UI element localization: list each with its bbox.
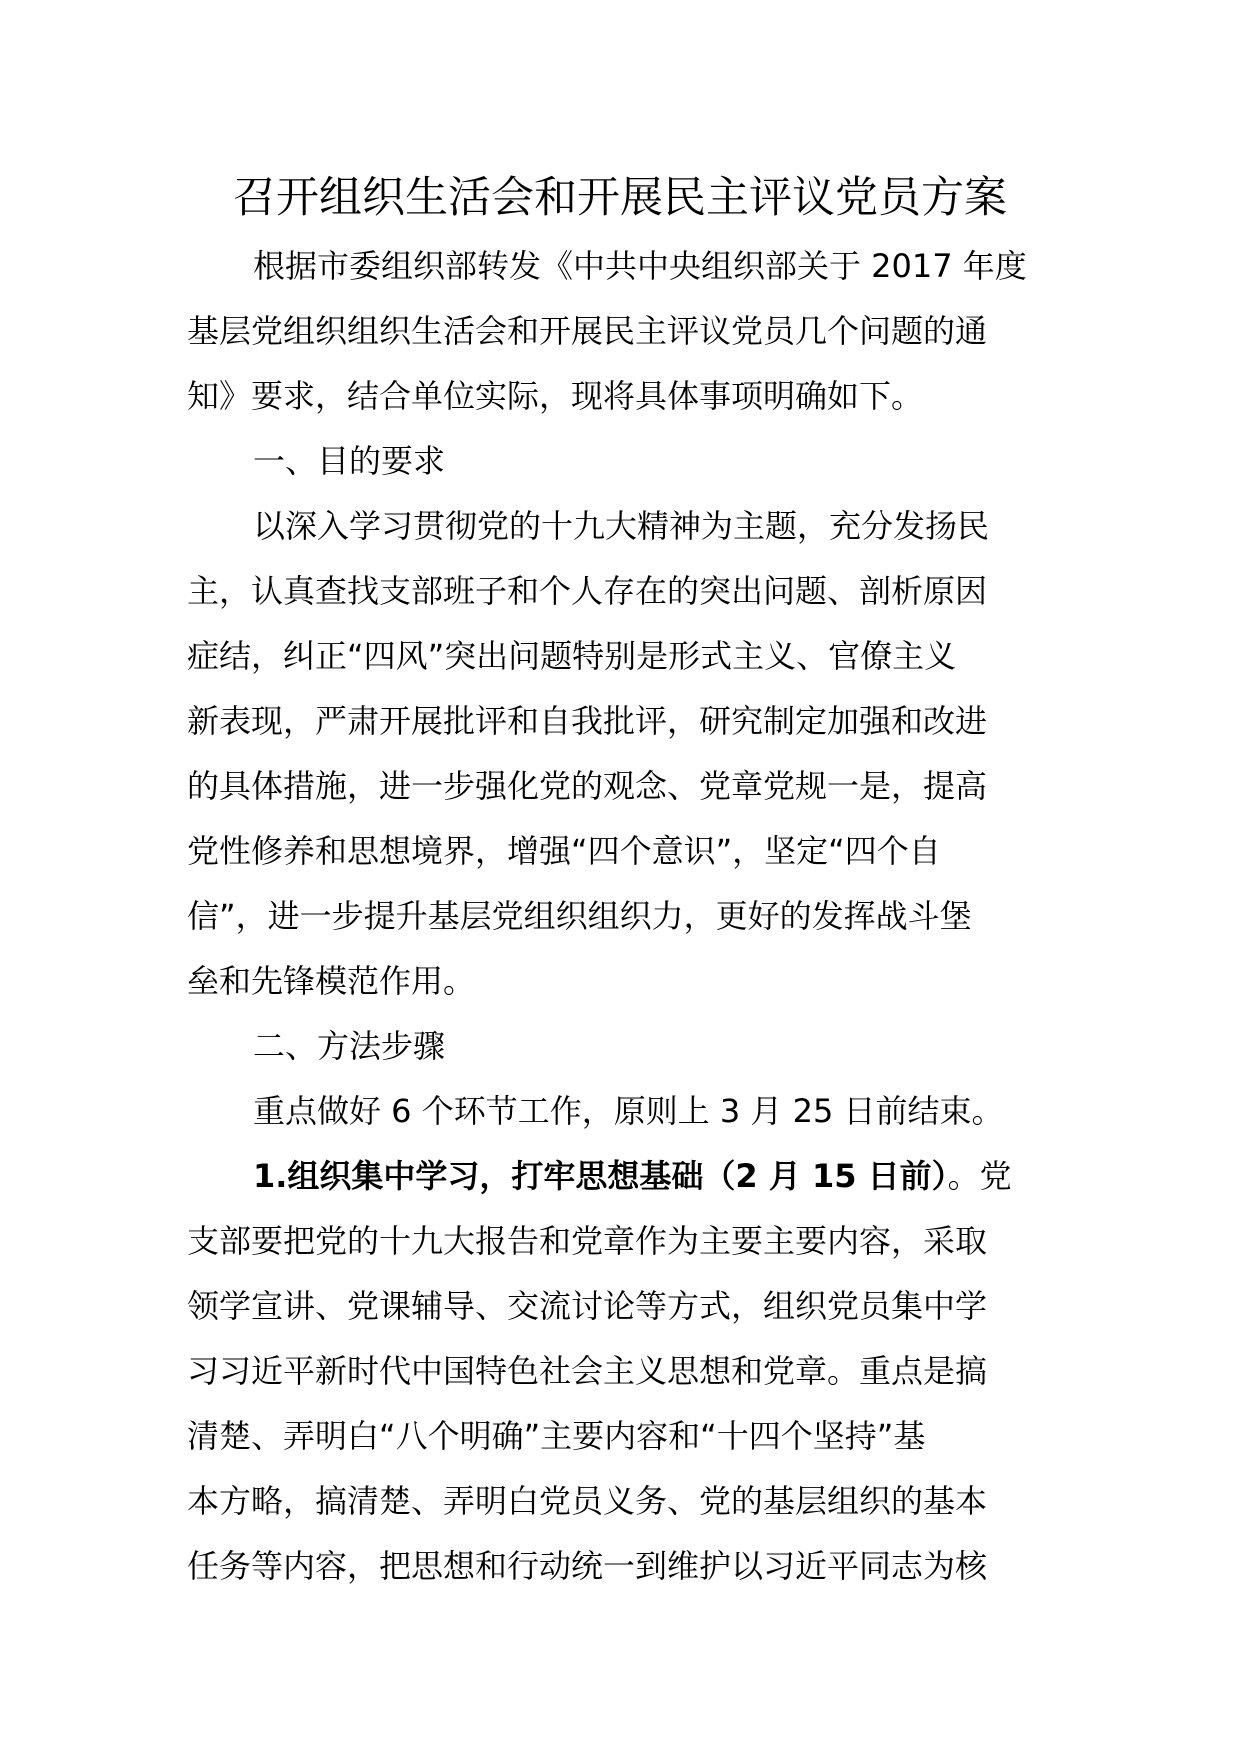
paragraph-line: 知》要求，结合单位实际，现将具体事项明确如下。 [187,377,924,415]
paragraph-line: 领学宣讲、党课辅导、交流讨论等方式，组织党员集中学 [187,1287,988,1325]
paragraph-line: 清楚、弄明白“八个明确”主要内容和“十四个坚持”基 [187,1417,926,1455]
paragraph-line: 习习近平新时代中国特色社会主义思想和党章。重点是搞 [187,1352,988,1390]
paragraph-line: 基层党组织组织生活会和开展民主评议党员几个问题的通 [187,312,988,350]
paragraph-line: 根据市委组织部转发《中共中央组织部关于 2017 年度 [253,247,1027,285]
subsection-heading: 1.组织集中学习，打牢思想基础（2 月 15 日前） [253,1157,948,1195]
paragraph-line: 主，认真查找支部班子和个人存在的突出问题、剖析原因 [187,572,988,610]
paragraph-line: 新表现，严肃开展批评和自我批评，研究制定加强和改进 [187,702,988,740]
subsection-line [187,1144,1053,1209]
paragraph-line: 任务等内容，把思想和行动统一到维护以习近平同志为核 [187,1547,988,1585]
paragraph-line: 党性修养和思想境界，增强“四个意识”，坚定“四个自 [187,832,941,870]
paragraph-line: 重点做好 6 个环节工作，原则上 3 月 25 日前结束。 [253,1092,1004,1130]
document-body [187,234,1053,1599]
paragraph-line: 本方略，搞清楚、弄明白党员义务、党的基层组织的基本 [187,1482,988,1520]
paragraph-line: 以深入学习贯彻党的十九大精神为主题，充分发扬民 [253,507,990,545]
section-heading: 二、方法步骤 [253,1027,446,1065]
paragraph-line: 垒和先锋模范作用。 [187,962,476,1000]
subsection-heading-rest: 。党 [947,1157,1012,1195]
paragraph-line: 的具体措施，进一步强化党的观念、党章党规一是，提高 [187,767,988,805]
paragraph-line: 症结，纠正“四风”突出问题特别是形式主义、官僚主义 [187,637,957,675]
paragraph-line: 支部要把党的十九大报告和党章作为主要主要内容，采取 [187,1222,988,1260]
document-title: 召开组织生活会和开展民主评议党员方案 [233,173,1007,223]
paragraph-line: 信”，进一步提升基层党组织组织力，更好的发挥战斗堡 [187,897,972,935]
section-heading: 一、目的要求 [253,442,446,480]
